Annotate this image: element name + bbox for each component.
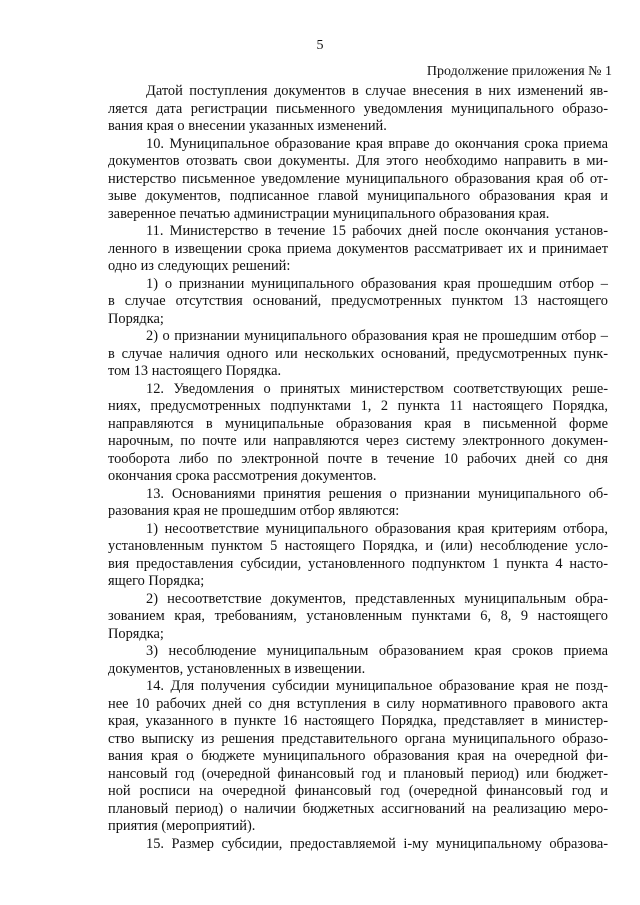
paragraph (108, 591, 608, 644)
page-number: 5 (316, 38, 324, 53)
text-line: 1) несоответствие муниципального образования края критериям отбора, (146, 520, 608, 537)
text-line: вания края о бюджете муниципального образования края на очередной фи- (108, 748, 608, 764)
text-line: приятия (мероприятий). (108, 818, 256, 834)
text-line: документов отозвать свои документы. Для этого необходимо направить в ми- (108, 153, 608, 169)
text-line: ляется дата регистрации письменного уведомления муниципального образо- (108, 100, 608, 117)
text-line: зованием края, требованиям, установленным пунктами 6, 8, 9 настоящего (108, 608, 608, 624)
text-line: направляются в муниципальные образования края в письменной форме (108, 415, 608, 432)
text-line: края, указанного в пункте 16 настоящего Порядка, представляет в министер- (108, 713, 608, 729)
text-line: ной росписи на очередной финансовый год (очередной финансовый год и (108, 783, 608, 799)
paragraph (108, 486, 608, 521)
text-line: нансовый год (очередной финансовый год и плановый период) или бюджет- (108, 765, 608, 782)
text-line: 10. Муниципальное образование края вправе до окончания срока приема (146, 135, 608, 152)
text-line: зыве документов, подписанное главой муниципального образования края и (108, 188, 608, 204)
paragraph (108, 136, 608, 224)
document-body (108, 83, 608, 853)
paragraph (108, 223, 608, 276)
text-line: 2) о признании муниципального образования края не прошедшим отбор – (146, 328, 608, 344)
text-line: 3) несоблюдение муниципальным образованием края сроков приема (146, 643, 608, 659)
text-line: Датой поступления документов в случае внесения в них изменений яв- (146, 83, 608, 99)
text-line: одно из следующих решений: (108, 258, 291, 274)
text-line: 15. Размер субсидии, предоставляемой i-му муниципальному образова- (146, 835, 608, 852)
appendix-note: Продолжение приложения № 1 (426, 64, 612, 79)
paragraph (108, 521, 608, 591)
text-line: 2) несоответствие документов, представленных муниципальным обра- (146, 590, 608, 607)
text-line: Порядка; (108, 625, 164, 642)
text-line: 13. Основаниями принятия решения о признании муниципального об- (146, 485, 608, 502)
text-line: разования края не прошедшим отбор являются: (108, 503, 400, 519)
text-line: нистерство письменное уведомление муниципального образования края об от- (108, 170, 608, 187)
text-line: 1) о признании муниципального образования края прошедшим отбор – (146, 275, 608, 292)
text-line: ленного в извещении срока приема документов рассматривает их и принимает (108, 240, 608, 257)
text-line: нарочным, по почте или направляются через систему электронного докумен- (108, 433, 608, 449)
text-line: установленным пунктом 5 настоящего Порядка, и (или) несоблюдение усло- (108, 538, 608, 554)
text-line: ниях, предусмотренных подпунктами 1, 2 пункта 11 настоящего Порядка, (108, 398, 608, 414)
paragraph (108, 836, 608, 854)
paragraph (108, 381, 608, 486)
text-line: плановый период) о наличии бюджетных ассигнований на реализацию меро- (108, 800, 608, 817)
paragraph (108, 83, 608, 136)
text-line: в случае наличия одного или нескольких оснований, предусмотренных пунк- (108, 345, 608, 362)
paragraph (108, 643, 608, 678)
text-line: нее 10 рабочих дней со дня вступления в силу нормативного правового акта (108, 695, 608, 712)
text-line: ство выписку из решения представительного органа муниципального образо- (108, 730, 608, 747)
paragraph (108, 276, 608, 329)
text-line: окончания срока рассмотрения документов. (108, 468, 377, 484)
text-line: вания края о внесении указанных изменений. (108, 118, 387, 134)
text-line: 11. Министерство в течение 15 рабочих дней после окончания установ- (146, 223, 608, 239)
paragraph (108, 678, 608, 836)
text-line: 14. Для получения субсидии муниципальное образование края не позд- (146, 678, 608, 694)
text-line: Порядка; (108, 310, 164, 327)
text-line: вия предоставления субсидии, установленного подпунктом 1 пункта 4 насто- (108, 555, 608, 572)
text-line: ящего Порядка; (108, 573, 205, 589)
text-line: том 13 настоящего Порядка. (108, 363, 282, 379)
paragraph (108, 328, 608, 381)
text-line: документов, установленных в извещении. (108, 660, 366, 677)
text-line: в случае отсутствия оснований, предусмотренных пунктом 13 настоящего (108, 293, 608, 309)
text-line: заверенное печатью администрации муниципального образования края. (108, 205, 550, 222)
text-line: 12. Уведомления о принятых министерством соответствующих реше- (146, 380, 608, 397)
text-line: тооборота либо по электронной почте в течение 10 рабочих дней со дня (108, 450, 608, 467)
